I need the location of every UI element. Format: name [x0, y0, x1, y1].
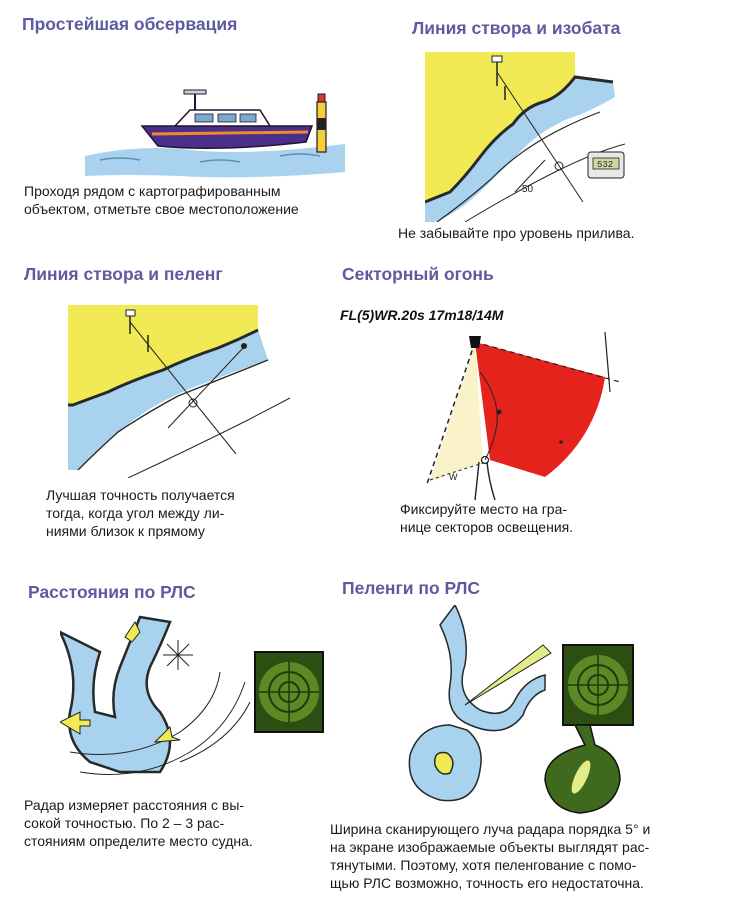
sector-light-diagram: [415, 332, 630, 502]
caption-line: на экране изображаемые объекты выглядят рас-: [330, 839, 650, 855]
caption-transit-bearing: [46, 486, 296, 540]
light-characteristic: FL(5)WR.20s 17m18/14M: [340, 307, 504, 323]
panel-title-simple-observation: Простейшая обсервация: [22, 14, 238, 34]
caption-simple-observation: [24, 182, 374, 218]
caption-line: щью РЛС возможно, точность его недостаточна.: [330, 875, 644, 891]
caption-line: сокой точностью. По 2 – 3 рас-: [24, 815, 225, 831]
depth-label: 50: [522, 184, 534, 195]
caption-radar-bearings: [330, 820, 738, 892]
caption-line: Радар измеряет расстояния с вы-: [24, 797, 245, 813]
radar-ranges-chart: [60, 612, 335, 777]
transit-isobath-chart: [425, 52, 640, 222]
caption-line: тянутыми. Поэтому, хотя пеленгование с помо-: [330, 857, 637, 873]
echo-sounder-readout: 532: [597, 160, 614, 170]
caption-line: ниями близок к прямому: [46, 523, 205, 539]
panel-title-transit-bearing: Линия створа и пеленг: [24, 264, 223, 284]
radar-bearings-chart: [395, 605, 645, 820]
panel-title-radar-ranges: Расстояния по РЛС: [28, 582, 196, 602]
caption-line: стояниям определите место судна.: [24, 833, 253, 849]
caption-line: Проходя рядом с картографированным: [24, 183, 281, 199]
caption-line: Не забывайте про уровень прилива.: [398, 225, 635, 241]
transit-bearing-chart: [68, 300, 293, 478]
sector-white-label: W: [449, 472, 458, 482]
caption-line: объектом, отметьте свое местоположение: [24, 201, 299, 217]
caption-line: Ширина сканирующего луча радара порядка 5° и: [330, 821, 651, 837]
caption-line: Лучшая точность получается: [46, 487, 235, 503]
caption-sector-light: [400, 500, 630, 536]
panel-title-transit-isobath: Линия створа и изобата: [412, 18, 621, 38]
panel-title-radar-bearings: Пеленги по РЛС: [342, 578, 481, 598]
panel-title-sector-light: Секторный огонь: [342, 264, 494, 284]
caption-line: тогда, когда угол между ли-: [46, 505, 225, 521]
boat-illustration: [80, 80, 350, 180]
caption-line: нице секторов освещения.: [400, 519, 574, 535]
caption-radar-ranges: [24, 796, 308, 850]
caption-transit-isobath: [398, 224, 708, 242]
caption-line: Фиксируйте место на гра-: [400, 501, 568, 517]
